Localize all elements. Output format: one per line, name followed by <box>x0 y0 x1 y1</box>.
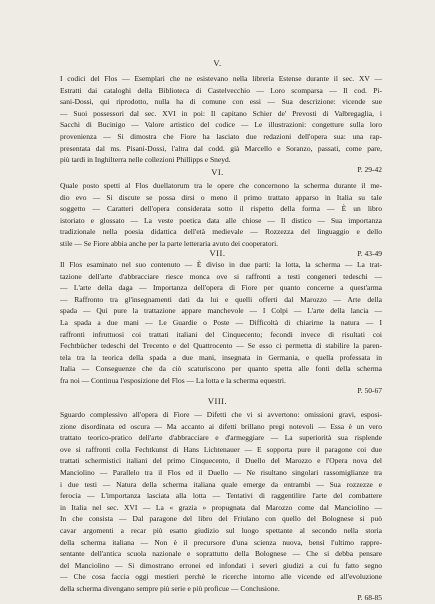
page-reference: P. 29-42 <box>357 165 382 174</box>
summary-line: della scherma italiana — Non è il precursore d'una scienza nuova, bensì l'ultimo rappre- <box>60 537 382 547</box>
summary-line: — Che cosa faccia oggi mestieri perchè le ricerche intorno alle vicende ed all'evoluzione <box>60 572 382 582</box>
page-reference: P. 68-85 <box>357 593 382 602</box>
summary-line: in Italia nel sec. XVI — La « grazia » propugnata dal Marozzo come dal Manciolino — <box>60 502 382 512</box>
section-heading-vii: VII. <box>209 248 226 258</box>
section-heading-vi: VI. <box>211 167 224 177</box>
summary-line: In che consista — Dal paragone del libro del Friulano con quello del Bolognese si può <box>60 514 382 524</box>
summary-line: i due testi — Natura della scherma italiana quale emerge da entrambi — Sua rozzezze e <box>60 479 382 489</box>
summary-line: Sacchi di Bucinigo — Valore artistico del codice — Le illustrazioni: congetture sulla loro <box>60 120 382 130</box>
summary-line: soggetto — Caratteri dell'opera considerata sotto il rispetto della forma — È un libro <box>60 204 382 214</box>
summary-line: Quale posto spetti al Flos duellatorum tra le opere che concernono la scherma durante il me- <box>60 181 382 190</box>
section-vii-summary <box>60 259 382 387</box>
summary-line: ferocia — L'importanza lasciata alla lotta — Tentativi di raggentilire l'arte del combattere <box>60 491 382 501</box>
page-reference: P. 50-67 <box>357 386 382 395</box>
summary-line: presentata dal ms. Pisani-Dossi, l'altra dal codd. già Marcello e Soranzo, passati, come pare, <box>60 143 382 153</box>
summary-line: — L'arte della daga — Importanza dell'opera di Fiore per quanto concerne a quest'arma <box>60 283 382 293</box>
summary-line: zione disordinata ed oscura — Ma accanto ai difetti brillano pregi notevoli — Essa è un vero <box>60 421 382 431</box>
summary-line: Fechtbücher tedeschi del Trecento e del Quattrocento — Se esso ci permetta di stabilire la paren- <box>60 341 382 351</box>
summary-line: stile — Se Fiore abbia anche per la parte letteraria avuto dei cooperatori. <box>60 238 279 248</box>
summary-line: — Raffronto tra gl'insegnamenti dati da lui e quelli offerti dal Marozzo — Arte della <box>60 294 382 304</box>
summary-line: sentante dell'antica scuola nazionale e soprattutto della Bolognese — Che si debba pensare <box>60 549 382 559</box>
summary-line: fra noi — Continua l'esposizione del Flos — La lotta e la scherma equestri. <box>60 375 286 385</box>
summary-line: tazione dell'arte d'abbracciare riesce monca ove si raffronti a testi congeneri tedeschi — <box>60 271 382 281</box>
summary-line: tela tra la teorica della spada a due mani, insegnata in Germania, e quella professata in <box>60 352 382 362</box>
summary-line: trattato teorico-pratico dell'arte d'abbracciare e d'armeggiare — La superiorità sua risplende <box>60 433 382 443</box>
summary-line: del Manciolino — Si dimostrano erronei ed infondati i severi giudizi a cui fu fatto segno <box>60 560 382 570</box>
section-viii-summary <box>60 409 382 595</box>
summary-line: ove si raffronti colla Fechtkunst di Hans Lichtenauer — E sopporta pure il paragone coi due <box>60 444 382 454</box>
summary-line: tradizionale nella poesia didattica dell'età medievale — Rozzezza del linguaggio e dello <box>60 227 382 237</box>
section-heading-v: V. <box>213 58 222 68</box>
summary-line: Italia — Conseguenze che da ciò scaturiscono per quanto spetta alle fonti della scherma <box>60 364 382 374</box>
summary-line: La spada a due mani — Le Guardie o Poste — Difficoltà di chiarirne la natura — I <box>60 317 382 327</box>
summary-line: Manciolino — Parallelo tra il Flos ed il Duello — Ne risultano singolari rassomiglianze tra <box>60 467 382 477</box>
summary-line: Sguardo complessivo all'opera di Fiore — Difetti che vi si avvertono: omissioni gravi, esposi- <box>60 410 382 419</box>
summary-line: I codici del Flos — Esemplari che ne esistevano nella libreria Estense durante il sec. XV — <box>60 74 382 83</box>
summary-line: della scherma divengano sempre più serie e più proficue — Conclusione. <box>60 583 280 593</box>
summary-line: Il Flos esaminato nel suo contenuto — È diviso in due parti: la lotta, la scherma — La trat- <box>60 260 382 269</box>
summary-line: più tardi in Inghilterra nelle collezioni Phillipps e Sneyd. <box>60 155 231 165</box>
section-vi-summary <box>60 180 382 250</box>
summary-line: dio evo — Si discute se possa dirsi o meno il primo trattato apparso in Italia su tale <box>60 192 382 202</box>
summary-line: provenienza — Si dimostra che Fiore ha lasciato due redazioni dell'opera sua: una rap- <box>60 131 382 141</box>
summary-line: raffronti infruttuosi coi trattati italiani del Cinquecento; fecondi invece di risultati coi <box>60 329 382 339</box>
page-reference: P. 43-49 <box>357 249 382 258</box>
summary-line: — Suoi possessori dal sec. XVI in poi: Il capitano Schier de' Prevosti di Valbregaglia, i <box>60 108 382 118</box>
section-v-summary <box>60 73 382 166</box>
summary-line: cavar argomenti a recar più esatto giudizio sul luogo spettante al secondo nella storia <box>60 525 382 535</box>
summary-line: sani-Dossi, qui riprodotto, nulla ha di comune con essi — Sua descrizione: vicende sue <box>60 97 382 107</box>
section-heading-viii: VIII. <box>207 396 228 406</box>
summary-line: trattati schermistici italiani del primo Cinquecento, il Duello del Marozzo e l'Opera nova del <box>60 456 382 466</box>
summary-line: istoriato e glossato — La veste poetica data alle chiose — Il distico — Sua importanza <box>60 215 382 225</box>
summary-line: spada — Qui pure la trattazione appare manchevole — I Colpi — L'arte della lancia — <box>60 306 382 316</box>
summary-line: Estratti dai cataloghi della Biblioteca di Castelvecchio — Loro scomparsa — Il cod. Pi- <box>60 85 382 95</box>
